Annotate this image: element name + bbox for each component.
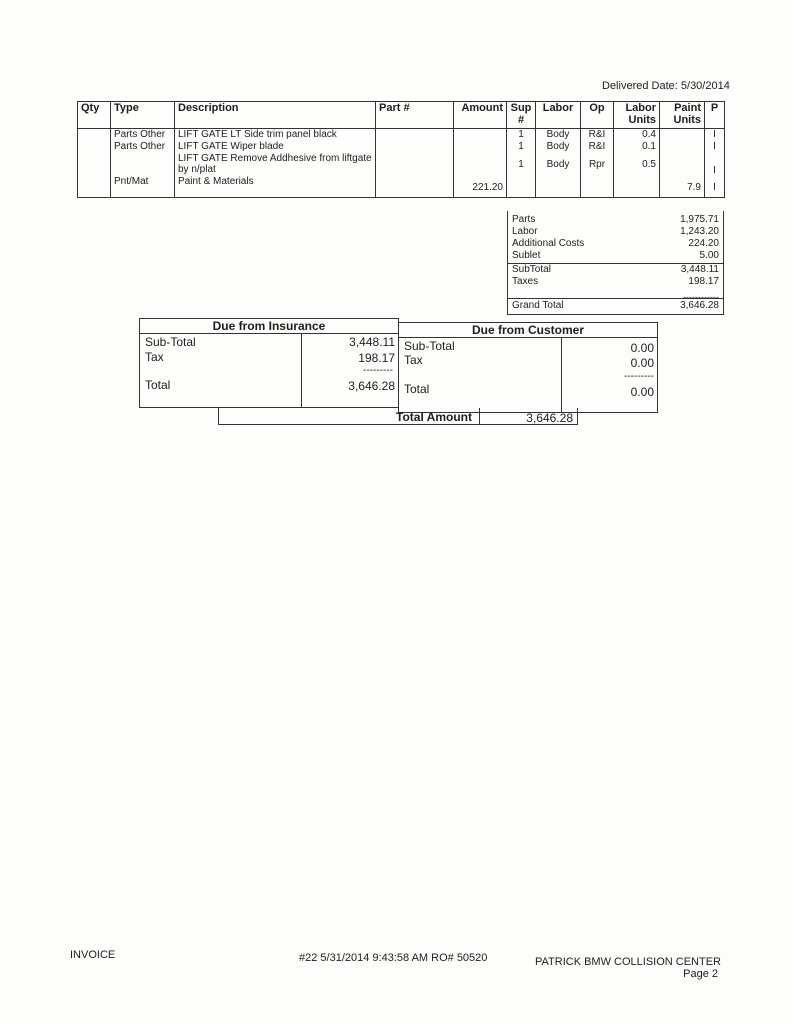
cell-op: R&I: [581, 129, 614, 141]
col-part: Part #: [376, 102, 454, 129]
cell-type: [111, 153, 175, 176]
sublet-label: Sublet: [512, 250, 541, 261]
cell-p: I: [705, 176, 725, 198]
totals-grand-row: [512, 300, 719, 312]
totals-parts-row: [512, 214, 719, 226]
totals-divider: [508, 298, 723, 299]
insurance-dash-line: ---------: [363, 365, 393, 376]
totals-subtotal-row: [512, 264, 719, 276]
cell-op: R&I: [581, 141, 614, 153]
sublet-value: 5.00: [699, 250, 719, 261]
delivered-value: 5/30/2014: [680, 80, 730, 92]
col-labor: Labor: [536, 102, 581, 129]
total-amount-value: 3,646.28: [526, 411, 573, 425]
footer-company: [535, 956, 722, 980]
totals-dash-line: ------------: [683, 292, 719, 302]
cell-p: I: [705, 129, 725, 141]
cell-sup: 1: [507, 141, 536, 153]
taxes-label: Taxes: [512, 276, 539, 287]
customer-column-divider: [561, 338, 562, 412]
cell-qty: [78, 129, 111, 141]
customer-tax-label: Tax: [404, 353, 423, 367]
cell-paint-units: [660, 141, 705, 153]
customer-title: Due from Customer: [399, 323, 657, 338]
col-qty: Qty: [78, 102, 111, 129]
totals-additional-row: [512, 238, 719, 250]
grand-total-value: 3,646.28: [680, 300, 719, 311]
total-amount-label: Total Amount: [396, 410, 472, 424]
cell-sup: 1: [507, 129, 536, 141]
cell-part: [376, 129, 454, 141]
cell-labor-units: 0.1: [614, 141, 660, 153]
insurance-title: Due from Insurance: [140, 319, 398, 334]
cell-amount: 221.20: [454, 176, 507, 198]
col-type: Type: [111, 102, 175, 129]
cell-description: LIFT GATE Remove Addhesive from liftgate by n/plat: [175, 153, 376, 176]
totals-sublet-row: [512, 250, 719, 262]
totals-labor-row: [512, 226, 719, 238]
labor-value: 1,243.20: [680, 226, 719, 237]
cell-part: [376, 176, 454, 198]
line-items-table: [77, 101, 725, 198]
subtotal-label: SubTotal: [512, 264, 551, 275]
col-sup: Sup #: [507, 102, 536, 129]
cell-sup: 1: [507, 153, 536, 176]
cell-labor: [536, 176, 581, 198]
col-amount: Amount: [454, 102, 507, 129]
cell-qty: [78, 141, 111, 153]
cell-amount: [454, 153, 507, 176]
totals-summary: [507, 211, 724, 315]
taxes-value: 198.17: [688, 276, 719, 287]
customer-subtotal-value: 0.00: [630, 341, 654, 355]
delivered-date: [602, 80, 730, 92]
subtotal-value: 3,448.11: [680, 264, 719, 275]
grand-total-label: Grand Total: [512, 300, 564, 311]
footer-timestamp: 5/31/2014 9:43:58 AM: [320, 952, 429, 964]
table-row: [78, 129, 725, 141]
customer-total-value: 0.00: [630, 385, 654, 399]
cell-op: [581, 176, 614, 198]
cell-sup: [507, 176, 536, 198]
insurance-column-divider: [301, 334, 302, 407]
cell-qty: [78, 176, 111, 198]
cell-paint-units: 7.9: [660, 176, 705, 198]
cell-description: Paint & Materials: [175, 176, 376, 198]
cell-labor: Body: [536, 129, 581, 141]
cell-p: I: [705, 153, 725, 176]
insurance-subtotal-value: 3,448.11: [349, 335, 395, 349]
table-header-row: [78, 102, 725, 129]
cell-paint-units: [660, 129, 705, 141]
col-p: P: [705, 102, 725, 129]
insurance-tax-value: 198.17: [358, 351, 395, 365]
additional-costs-label: Additional Costs: [512, 238, 585, 249]
cell-qty: [78, 153, 111, 176]
table-row: [78, 141, 725, 153]
total-amount-box: [218, 408, 578, 425]
customer-tax-value: 0.00: [630, 356, 654, 370]
cell-amount: [454, 141, 507, 153]
cell-description: LIFT GATE Wiper blade: [175, 141, 376, 153]
totals-taxes-row: [512, 276, 719, 288]
parts-label: Parts: [512, 214, 536, 225]
cell-op: Rpr: [581, 153, 614, 176]
cell-part: [376, 141, 454, 153]
delivered-label: Delivered Date:: [602, 80, 678, 92]
cell-p: I: [705, 141, 725, 153]
col-paint-units: Paint Units: [660, 102, 705, 129]
col-description: Description: [175, 102, 376, 129]
due-from-insurance-box: [139, 318, 399, 408]
cell-paint-units: [660, 153, 705, 176]
cell-type: Pnt/Mat: [111, 176, 175, 198]
footer-company-name: PATRICK BMW COLLISION CENTER: [535, 956, 722, 968]
parts-value: 1,975.71: [680, 214, 719, 225]
customer-dash-line: ---------: [624, 371, 654, 382]
cell-labor-units: 0.5: [614, 153, 660, 176]
cell-part: [376, 153, 454, 176]
footer-number: #22: [299, 952, 318, 964]
insurance-total-label: Total: [145, 378, 171, 392]
table-row: [78, 153, 725, 176]
cell-type: Parts Other: [111, 129, 175, 141]
cell-labor-units: [614, 176, 660, 198]
footer-page-number: Page 2: [683, 968, 718, 980]
additional-costs-value: 224.20: [688, 238, 719, 249]
col-labor-units: Labor Units: [614, 102, 660, 129]
cell-description: LIFT GATE LT Side trim panel black: [175, 129, 376, 141]
customer-subtotal-label: Sub-Total: [404, 339, 455, 353]
due-from-customer-box: [398, 322, 658, 413]
labor-label: Labor: [512, 226, 538, 237]
cell-labor-units: 0.4: [614, 129, 660, 141]
cell-labor: Body: [536, 153, 581, 176]
footer-ro: RO# 50520: [431, 952, 488, 964]
total-amount-divider: [479, 408, 480, 424]
cell-labor: Body: [536, 141, 581, 153]
insurance-tax-label: Tax: [145, 350, 164, 364]
col-op: Op: [581, 102, 614, 129]
footer-reference: [299, 952, 487, 964]
insurance-total-value: 3,646.28: [348, 379, 395, 393]
insurance-subtotal-label: Sub-Total: [145, 335, 196, 349]
customer-total-label: Total: [404, 382, 430, 396]
table-row: [78, 176, 725, 198]
cell-amount: [454, 129, 507, 141]
cell-type: Parts Other: [111, 141, 175, 153]
footer-doc-type: INVOICE: [70, 949, 116, 961]
